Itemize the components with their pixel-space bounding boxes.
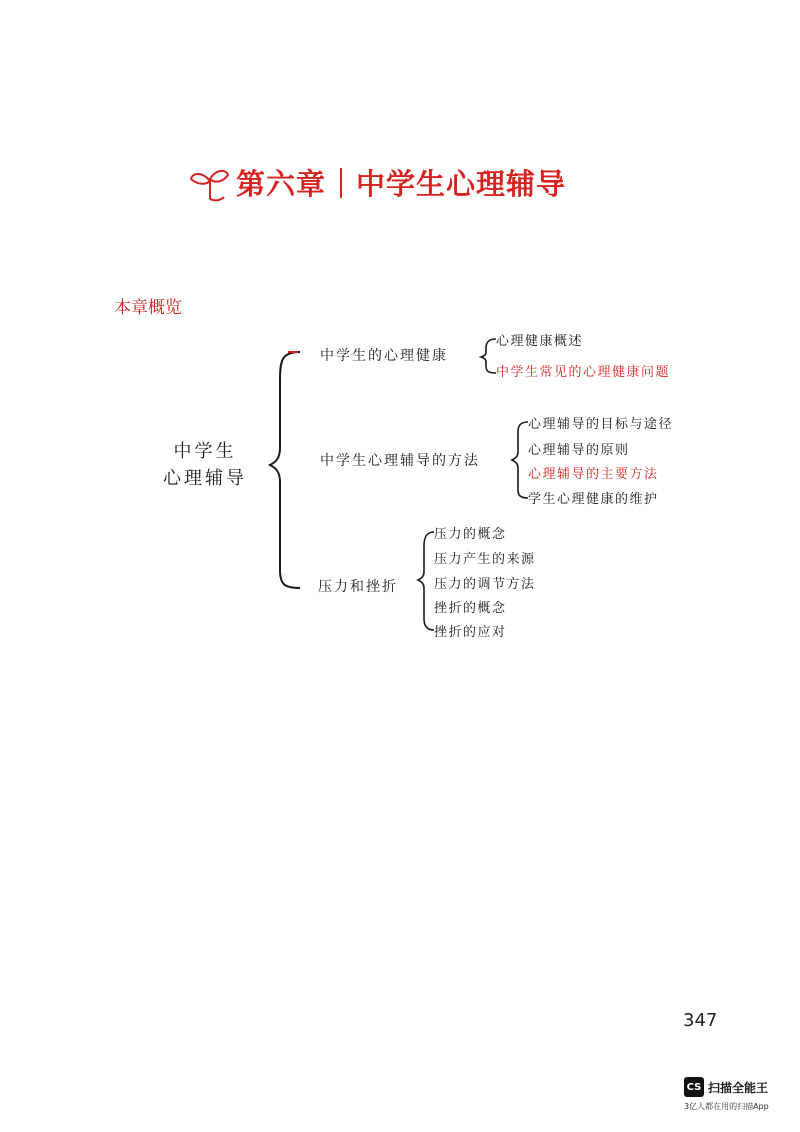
branch-stress-frustration: 压力和挫折: [318, 579, 398, 595]
scanner-watermark: [684, 1077, 768, 1097]
branch-3-brace: [418, 532, 434, 630]
branch-1-brace: [481, 339, 496, 373]
leaf-item: 挫折的概念: [434, 601, 507, 616]
scanner-tagline: 3亿人都在用的扫描App: [684, 1102, 769, 1111]
overview-heading: 本章概览: [114, 298, 182, 318]
chapter-name: 中学生心理辅导: [356, 167, 567, 201]
leaf-item: 学生心理健康的维护: [528, 492, 659, 507]
branch-2-brace: [512, 422, 528, 498]
mind-map-root: [163, 438, 247, 492]
leaf-item: 中学生常见的心理健康问题: [496, 365, 671, 380]
leaf-item: 心理辅导的原则: [528, 443, 630, 458]
page-number: 347: [683, 1010, 718, 1031]
leaf-item: 压力产生的来源: [434, 552, 536, 567]
leaf-item: 压力的概念: [434, 527, 507, 542]
root-line-1: 中学生: [173, 441, 237, 462]
chapter-number: 第六章: [236, 167, 327, 201]
scanner-app-name: 扫描全能王: [708, 1080, 769, 1095]
branch-mental-health: 中学生的心理健康: [320, 348, 448, 364]
root-line-2: 心理辅导: [163, 468, 247, 489]
leaf-item: 心理辅导的目标与途径: [528, 417, 674, 432]
leaf-item: 心理辅导的主要方法: [528, 467, 659, 482]
leaf-item: 挫折的应对: [434, 625, 507, 640]
root-brace: [270, 352, 300, 588]
branch-counseling-methods: 中学生心理辅导的方法: [320, 453, 480, 469]
leaf-item: 压力的调节方法: [434, 577, 536, 592]
scanner-logo-icon: CS: [684, 1077, 704, 1097]
leaf-item: 心理健康概述: [496, 334, 584, 349]
